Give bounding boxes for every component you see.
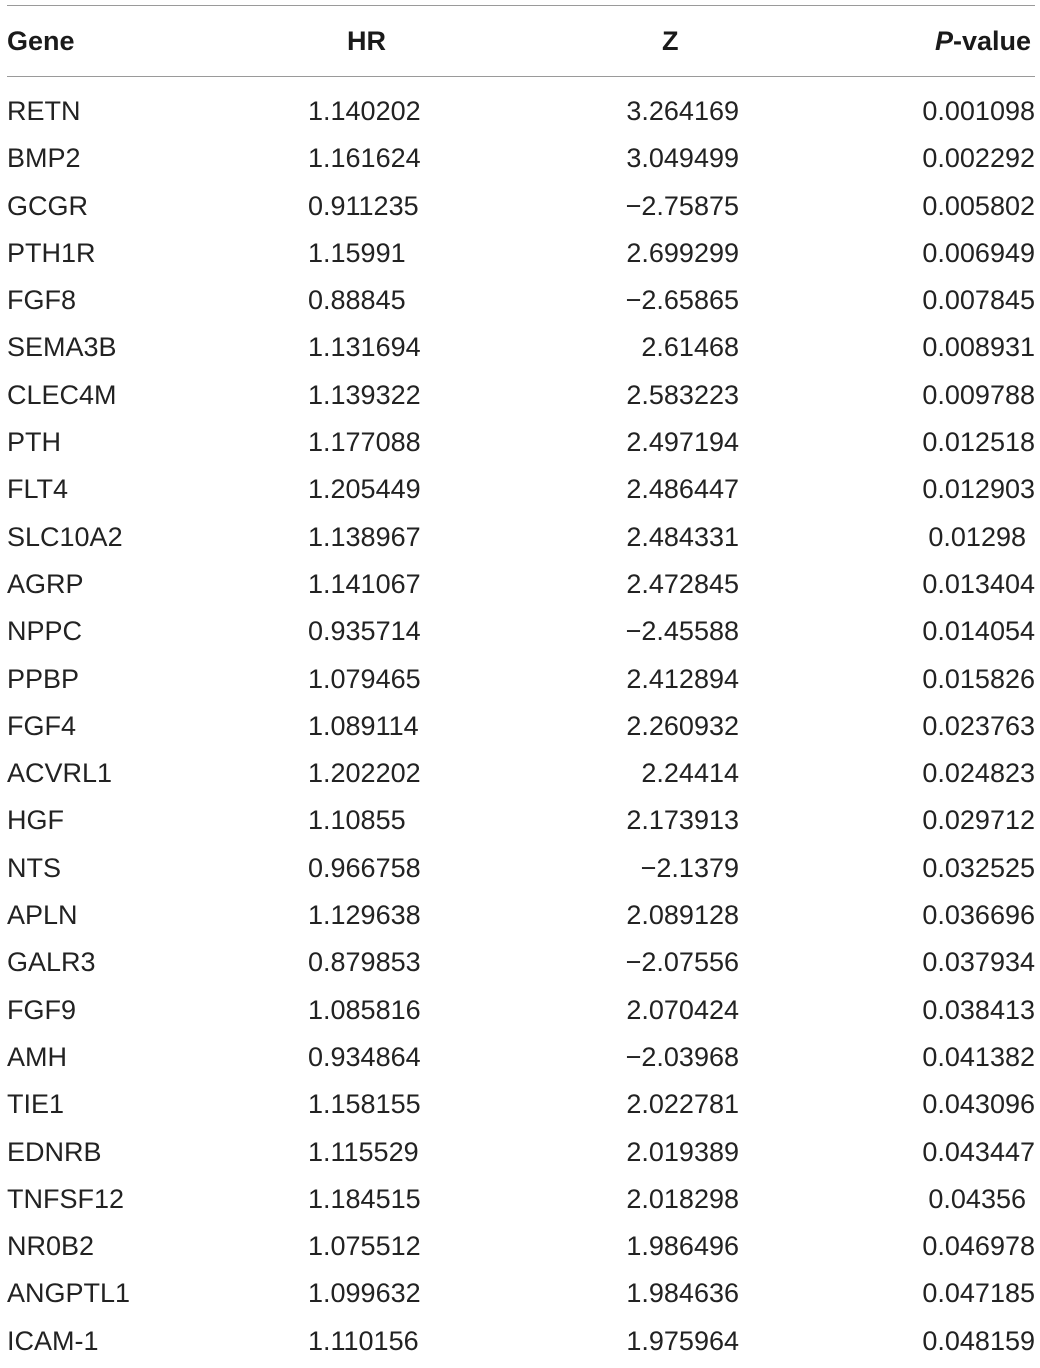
table-row bbox=[7, 91, 1035, 138]
cell-gene: PTH bbox=[7, 427, 61, 458]
cell-z: −2.45588 bbox=[625, 616, 739, 647]
cell-z: 1.984636 bbox=[626, 1278, 739, 1309]
gene-table bbox=[7, 5, 1035, 1368]
cell-p-value: 0.009788 bbox=[922, 379, 1035, 410]
cell-z: −2.1379 bbox=[640, 852, 739, 883]
table-row bbox=[7, 753, 1035, 800]
cell-hr: 0.934864 bbox=[308, 1041, 421, 1072]
header-hr: HR bbox=[347, 26, 386, 56]
table-row bbox=[7, 233, 1035, 280]
cell-p-value: 0.014054 bbox=[922, 616, 1035, 647]
table-row bbox=[7, 186, 1035, 233]
cell-z: 2.070424 bbox=[626, 994, 739, 1025]
cell-p-value: 0.012903 bbox=[922, 474, 1035, 505]
table-row bbox=[7, 1084, 1035, 1131]
cell-z: 3.264169 bbox=[626, 96, 739, 126]
cell-gene: BMP2 bbox=[7, 143, 81, 174]
table-row bbox=[7, 280, 1035, 327]
cell-gene: PTH1R bbox=[7, 237, 96, 268]
cell-gene: AGRP bbox=[7, 568, 84, 599]
cell-gene: ICAM-1 bbox=[7, 1325, 99, 1356]
cell-z: 2.173913 bbox=[626, 805, 739, 836]
cell-hr: 1.138967 bbox=[308, 521, 421, 552]
header-p-italic: P bbox=[934, 26, 953, 56]
table-row bbox=[7, 611, 1035, 658]
cell-hr: 0.879853 bbox=[308, 947, 421, 978]
cell-hr: 1.139322 bbox=[308, 379, 421, 410]
table-row bbox=[7, 327, 1035, 374]
cell-z: −2.65865 bbox=[625, 285, 739, 316]
cell-p-value: 0.024823 bbox=[922, 758, 1035, 789]
cell-gene: GCGR bbox=[7, 190, 88, 221]
cell-z: 2.089128 bbox=[626, 900, 739, 931]
cell-z: 2.583223 bbox=[626, 379, 739, 410]
cell-gene: NPPC bbox=[7, 616, 83, 647]
cell-gene: FGF8 bbox=[7, 285, 77, 316]
table-row bbox=[7, 706, 1035, 753]
cell-hr: 1.158155 bbox=[308, 1089, 421, 1120]
cell-z: 2.472845 bbox=[626, 568, 739, 599]
cell-z: −2.07556 bbox=[625, 947, 739, 978]
cell-p-value: 0.037934 bbox=[922, 947, 1035, 978]
cell-gene: PPBP bbox=[7, 663, 80, 694]
cell-p-value: 0.006949 bbox=[922, 237, 1035, 268]
cell-gene: GALR3 bbox=[7, 947, 96, 978]
table-row bbox=[7, 469, 1035, 516]
table-row bbox=[7, 1179, 1035, 1226]
cell-hr: 0.966758 bbox=[308, 852, 421, 883]
cell-p-value: 0.013404 bbox=[922, 568, 1035, 599]
cell-p-value: 0.047185 bbox=[922, 1278, 1035, 1309]
cell-hr: 1.099632 bbox=[308, 1278, 421, 1309]
cell-gene: ANGPTL1 bbox=[7, 1278, 131, 1309]
cell-p-value: 0.001098 bbox=[922, 96, 1035, 126]
cell-hr: 1.129638 bbox=[308, 900, 421, 931]
cell-p-value: 0.002292 bbox=[922, 143, 1035, 174]
cell-hr: 0.88845 bbox=[308, 285, 406, 316]
cell-p-value: 0.038413 bbox=[922, 994, 1035, 1025]
cell-p-value: 0.007845 bbox=[922, 285, 1035, 316]
cell-gene: EDNRB bbox=[7, 1136, 102, 1167]
table-body bbox=[7, 77, 1035, 1368]
header-p-rest: -value bbox=[952, 26, 1031, 56]
table-row bbox=[7, 138, 1035, 185]
cell-hr: 1.184515 bbox=[308, 1183, 421, 1214]
table-row bbox=[7, 564, 1035, 611]
cell-gene: RETN bbox=[7, 96, 81, 126]
table-row bbox=[7, 422, 1035, 469]
cell-gene: NR0B2 bbox=[7, 1231, 95, 1262]
table-row bbox=[7, 848, 1035, 895]
cell-hr: 1.141067 bbox=[308, 568, 421, 599]
cell-hr: 1.089114 bbox=[308, 710, 419, 741]
cell-gene: TIE1 bbox=[7, 1089, 65, 1120]
cell-gene: APLN bbox=[7, 900, 78, 931]
cell-z: −2.75875 bbox=[625, 190, 739, 221]
cell-hr: 1.10855 bbox=[308, 805, 406, 836]
cell-p-value: 0.008931 bbox=[922, 332, 1035, 363]
cell-gene: CLEC4M bbox=[7, 379, 117, 410]
table-row bbox=[7, 659, 1035, 706]
cell-gene: SLC10A2 bbox=[7, 521, 123, 552]
table-row bbox=[7, 895, 1035, 942]
cell-hr: 1.15991 bbox=[308, 237, 406, 268]
table-row bbox=[7, 990, 1035, 1037]
header-z: Z bbox=[662, 26, 679, 56]
table-row bbox=[7, 1273, 1035, 1320]
cell-z: 2.019389 bbox=[626, 1136, 739, 1167]
cell-hr: 1.205449 bbox=[308, 474, 421, 505]
cell-z: 2.022781 bbox=[626, 1089, 739, 1120]
cell-hr: 0.935714 bbox=[308, 616, 421, 647]
cell-hr: 1.079465 bbox=[308, 663, 421, 694]
cell-hr: 1.131694 bbox=[308, 332, 421, 363]
cell-gene: TNFSF12 bbox=[7, 1183, 125, 1214]
cell-z: 2.018298 bbox=[626, 1183, 739, 1214]
cell-gene: SEMA3B bbox=[7, 332, 117, 363]
table-row bbox=[7, 942, 1035, 989]
cell-z: 2.699299 bbox=[626, 237, 739, 268]
table-row bbox=[7, 1321, 1035, 1368]
table-row bbox=[7, 1226, 1035, 1273]
cell-gene: NTS bbox=[7, 852, 61, 883]
cell-gene: FGF9 bbox=[7, 994, 77, 1025]
cell-z: 1.975964 bbox=[626, 1325, 739, 1356]
table-row bbox=[7, 1037, 1035, 1084]
cell-z: 2.412894 bbox=[626, 663, 739, 694]
cell-hr: 1.161624 bbox=[308, 143, 421, 174]
cell-p-value: 0.043447 bbox=[922, 1136, 1035, 1167]
cell-p-value: 0.029712 bbox=[922, 805, 1035, 836]
cell-z: 2.497194 bbox=[626, 427, 739, 458]
cell-hr: 1.075512 bbox=[308, 1231, 421, 1262]
cell-z: −2.03968 bbox=[625, 1041, 739, 1072]
cell-p-value: 0.015826 bbox=[922, 663, 1035, 694]
cell-p-value: 0.012518 bbox=[922, 427, 1035, 458]
cell-p-value: 0.048159 bbox=[922, 1325, 1035, 1356]
cell-z: 2.24414 bbox=[641, 758, 739, 789]
cell-z: 3.049499 bbox=[626, 143, 739, 174]
cell-z: 1.986496 bbox=[626, 1231, 739, 1262]
cell-gene: AMH bbox=[7, 1041, 67, 1072]
table-row bbox=[7, 1132, 1035, 1179]
cell-gene: FGF4 bbox=[7, 710, 77, 741]
cell-z: 2.61468 bbox=[641, 332, 739, 363]
cell-hr: 1.085816 bbox=[308, 994, 421, 1025]
cell-z: 2.486447 bbox=[626, 474, 739, 505]
table-row bbox=[7, 375, 1035, 422]
cell-p-value: 0.01298 bbox=[928, 521, 1026, 552]
cell-p-value: 0.032525 bbox=[922, 852, 1035, 883]
table-header-row bbox=[7, 6, 1035, 76]
table-row bbox=[7, 800, 1035, 847]
cell-hr: 1.177088 bbox=[308, 427, 421, 458]
table-row bbox=[7, 517, 1035, 564]
cell-p-value: 0.023763 bbox=[922, 710, 1035, 741]
cell-p-value: 0.005802 bbox=[922, 190, 1035, 221]
cell-gene: HGF bbox=[7, 805, 64, 836]
cell-z: 2.484331 bbox=[626, 521, 739, 552]
cell-gene: FLT4 bbox=[7, 474, 69, 505]
cell-p-value: 0.043096 bbox=[922, 1089, 1035, 1120]
header-gene: Gene bbox=[7, 26, 75, 56]
cell-hr: 1.110156 bbox=[308, 1325, 419, 1356]
header-p-value bbox=[935, 26, 1031, 56]
cell-gene: ACVRL1 bbox=[7, 758, 113, 789]
cell-p-value: 0.046978 bbox=[922, 1231, 1035, 1262]
cell-p-value: 0.04356 bbox=[928, 1183, 1026, 1214]
cell-hr: 1.115529 bbox=[308, 1136, 419, 1167]
cell-p-value: 0.036696 bbox=[922, 900, 1035, 931]
cell-hr: 0.911235 bbox=[308, 190, 419, 221]
cell-z: 2.260932 bbox=[626, 710, 739, 741]
cell-hr: 1.202202 bbox=[308, 758, 421, 789]
cell-hr: 1.140202 bbox=[308, 96, 421, 126]
cell-p-value: 0.041382 bbox=[922, 1041, 1035, 1072]
